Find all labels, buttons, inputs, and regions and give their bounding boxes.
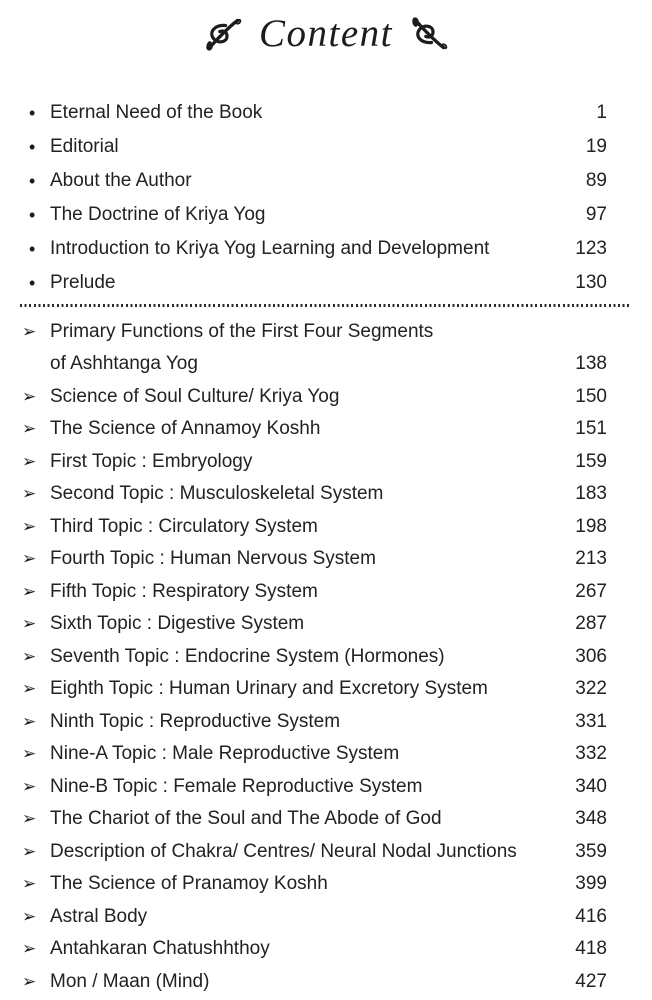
toc-item-title: Antahkaran Chatushhthoy bbox=[50, 938, 270, 959]
toc-page-number: 159 bbox=[575, 450, 607, 472]
toc-row bbox=[22, 232, 607, 266]
toc-page-number: 123 bbox=[575, 238, 607, 259]
toc-item-title: Mon / Maan (Mind) bbox=[50, 970, 210, 992]
toc-page-number: 340 bbox=[575, 775, 607, 797]
toc-item-title: Sixth Topic : Digestive System bbox=[50, 613, 305, 634]
page-title: Content bbox=[259, 12, 393, 55]
toc-item-title: Eternal Need of the Book bbox=[50, 102, 263, 123]
toc-row bbox=[22, 901, 607, 934]
toc-item-title: Nine-B Topic : Female Reproductive System bbox=[50, 775, 423, 797]
toc-page-number: 359 bbox=[575, 840, 607, 862]
toc-item-title: The Science of Pranamoy Koshh bbox=[50, 873, 328, 894]
toc-row bbox=[22, 130, 607, 164]
toc-item-title: Description of Chakra/ Centres/ Neural Nodal Junctions bbox=[50, 840, 517, 862]
toc-item-title: Second Topic : Musculoskeletal System bbox=[50, 483, 384, 504]
toc-row bbox=[22, 706, 607, 739]
toc-row bbox=[22, 543, 607, 576]
toc-item-title: Fifth Topic : Respiratory System bbox=[50, 580, 318, 602]
toc-page-number: 97 bbox=[585, 204, 607, 225]
dotted-separator bbox=[20, 304, 630, 307]
toc-row bbox=[22, 413, 607, 446]
toc-page-number: 427 bbox=[575, 970, 607, 992]
toc-item-title: Science of Soul Culture/ Kriya Yog bbox=[50, 385, 340, 407]
toc-row bbox=[22, 836, 607, 869]
toc-page-number: 399 bbox=[575, 873, 607, 894]
calligraphic-flourish-left-icon bbox=[203, 12, 243, 56]
toc-item-title: Editorial bbox=[50, 136, 119, 157]
toc-item-title: Third Topic : Circulatory System bbox=[50, 515, 318, 537]
bullet-icon: • bbox=[29, 205, 36, 225]
toc-row bbox=[22, 868, 607, 901]
toc-row bbox=[22, 446, 607, 479]
toc-row bbox=[22, 576, 607, 609]
page-header bbox=[0, 0, 652, 60]
toc-row bbox=[22, 771, 607, 804]
arrow-icon: ➢ bbox=[22, 776, 37, 796]
bullet-icon: • bbox=[29, 239, 36, 259]
toc-row bbox=[22, 738, 607, 771]
toc-item-title: Ninth Topic : Reproductive System bbox=[50, 710, 341, 732]
toc-row bbox=[22, 803, 607, 836]
toc-row bbox=[22, 673, 607, 706]
arrow-icon: ➢ bbox=[22, 484, 37, 503]
bullet-icon: • bbox=[29, 171, 36, 191]
arrow-icon: ➢ bbox=[22, 321, 37, 341]
arrow-icon: ➢ bbox=[22, 646, 37, 666]
toc-row bbox=[22, 266, 607, 300]
toc-page-number: 1 bbox=[596, 102, 607, 123]
arrow-icon: ➢ bbox=[22, 939, 37, 958]
arrow-icon: ➢ bbox=[22, 906, 37, 926]
toc-page-number: 150 bbox=[575, 385, 607, 407]
arrow-icon: ➢ bbox=[22, 711, 37, 731]
table-of-contents bbox=[0, 96, 652, 998]
toc-row bbox=[22, 164, 607, 198]
toc-row bbox=[22, 198, 607, 232]
toc-row bbox=[22, 933, 607, 966]
toc-item-title: First Topic : Embryology bbox=[50, 450, 253, 472]
toc-item-title: Prelude bbox=[50, 272, 116, 293]
arrow-icon: ➢ bbox=[22, 419, 37, 438]
toc-page-number: 287 bbox=[575, 613, 607, 634]
toc-row bbox=[22, 511, 607, 544]
toc-row bbox=[22, 316, 607, 381]
toc-page-number: 198 bbox=[575, 515, 607, 537]
toc-page-number: 306 bbox=[575, 645, 607, 667]
toc-page-number: 19 bbox=[585, 136, 607, 157]
toc-item-title: Primary Functions of the First Four Segments of Ashhtanga Yog bbox=[50, 320, 434, 374]
toc-item-title: Nine-A Topic : Male Reproductive System bbox=[50, 743, 400, 764]
toc-row bbox=[22, 381, 607, 414]
toc-item-title: The Chariot of the Soul and The Abode of God bbox=[50, 808, 442, 829]
toc-page-number: 89 bbox=[585, 170, 607, 191]
toc-page-number: 130 bbox=[575, 272, 607, 293]
arrow-icon: ➢ bbox=[22, 581, 37, 601]
toc-page-number: 331 bbox=[575, 710, 607, 732]
arrow-icon: ➢ bbox=[22, 549, 37, 568]
toc-page-number: 348 bbox=[575, 808, 607, 829]
calligraphic-flourish-right-icon bbox=[409, 12, 449, 56]
arrow-icon: ➢ bbox=[22, 386, 37, 406]
arrow-icon: ➢ bbox=[22, 516, 37, 536]
toc-row bbox=[22, 478, 607, 511]
bullet-icon: • bbox=[29, 103, 36, 123]
arrow-icon: ➢ bbox=[22, 744, 37, 763]
toc-item-title: Fourth Topic : Human Nervous System bbox=[50, 548, 376, 569]
toc-item-title: Eighth Topic : Human Urinary and Excretory System bbox=[50, 678, 488, 699]
arrow-icon: ➢ bbox=[22, 809, 37, 828]
toc-page-number: 151 bbox=[575, 418, 607, 439]
toc-page-number: 138 bbox=[575, 353, 607, 374]
arrow-icon: ➢ bbox=[22, 874, 37, 893]
toc-item-title: About the Author bbox=[50, 170, 192, 191]
arrow-icon: ➢ bbox=[22, 971, 37, 991]
arrow-icon: ➢ bbox=[22, 614, 37, 633]
toc-page-number: 416 bbox=[575, 905, 607, 927]
arrow-icon: ➢ bbox=[22, 679, 37, 698]
arrow-icon: ➢ bbox=[22, 451, 37, 471]
toc-item-title: Introduction to Kriya Yog Learning and Development bbox=[50, 238, 490, 259]
toc-row bbox=[22, 966, 607, 999]
toc-page-number: 267 bbox=[575, 580, 607, 602]
toc-page-number: 183 bbox=[575, 483, 607, 504]
toc-item-title: Seventh Topic : Endocrine System (Hormones) bbox=[50, 645, 445, 667]
toc-item-title: The Doctrine of Kriya Yog bbox=[50, 204, 266, 225]
toc-item-title: The Science of Annamoy Koshh bbox=[50, 418, 321, 439]
toc-page-number: 213 bbox=[575, 548, 607, 569]
toc-page-number: 322 bbox=[575, 678, 607, 699]
bullet-icon: • bbox=[29, 273, 36, 293]
toc-row bbox=[22, 96, 607, 130]
toc-row bbox=[22, 608, 607, 641]
bullet-icon: • bbox=[29, 137, 36, 157]
toc-section-chapters bbox=[22, 316, 607, 999]
toc-row bbox=[22, 641, 607, 674]
toc-page-number: 418 bbox=[575, 938, 607, 959]
toc-page-number: 332 bbox=[575, 743, 607, 764]
toc-section-front-matter bbox=[22, 96, 607, 300]
toc-item-title: Astral Body bbox=[50, 905, 148, 927]
arrow-icon: ➢ bbox=[22, 841, 37, 861]
